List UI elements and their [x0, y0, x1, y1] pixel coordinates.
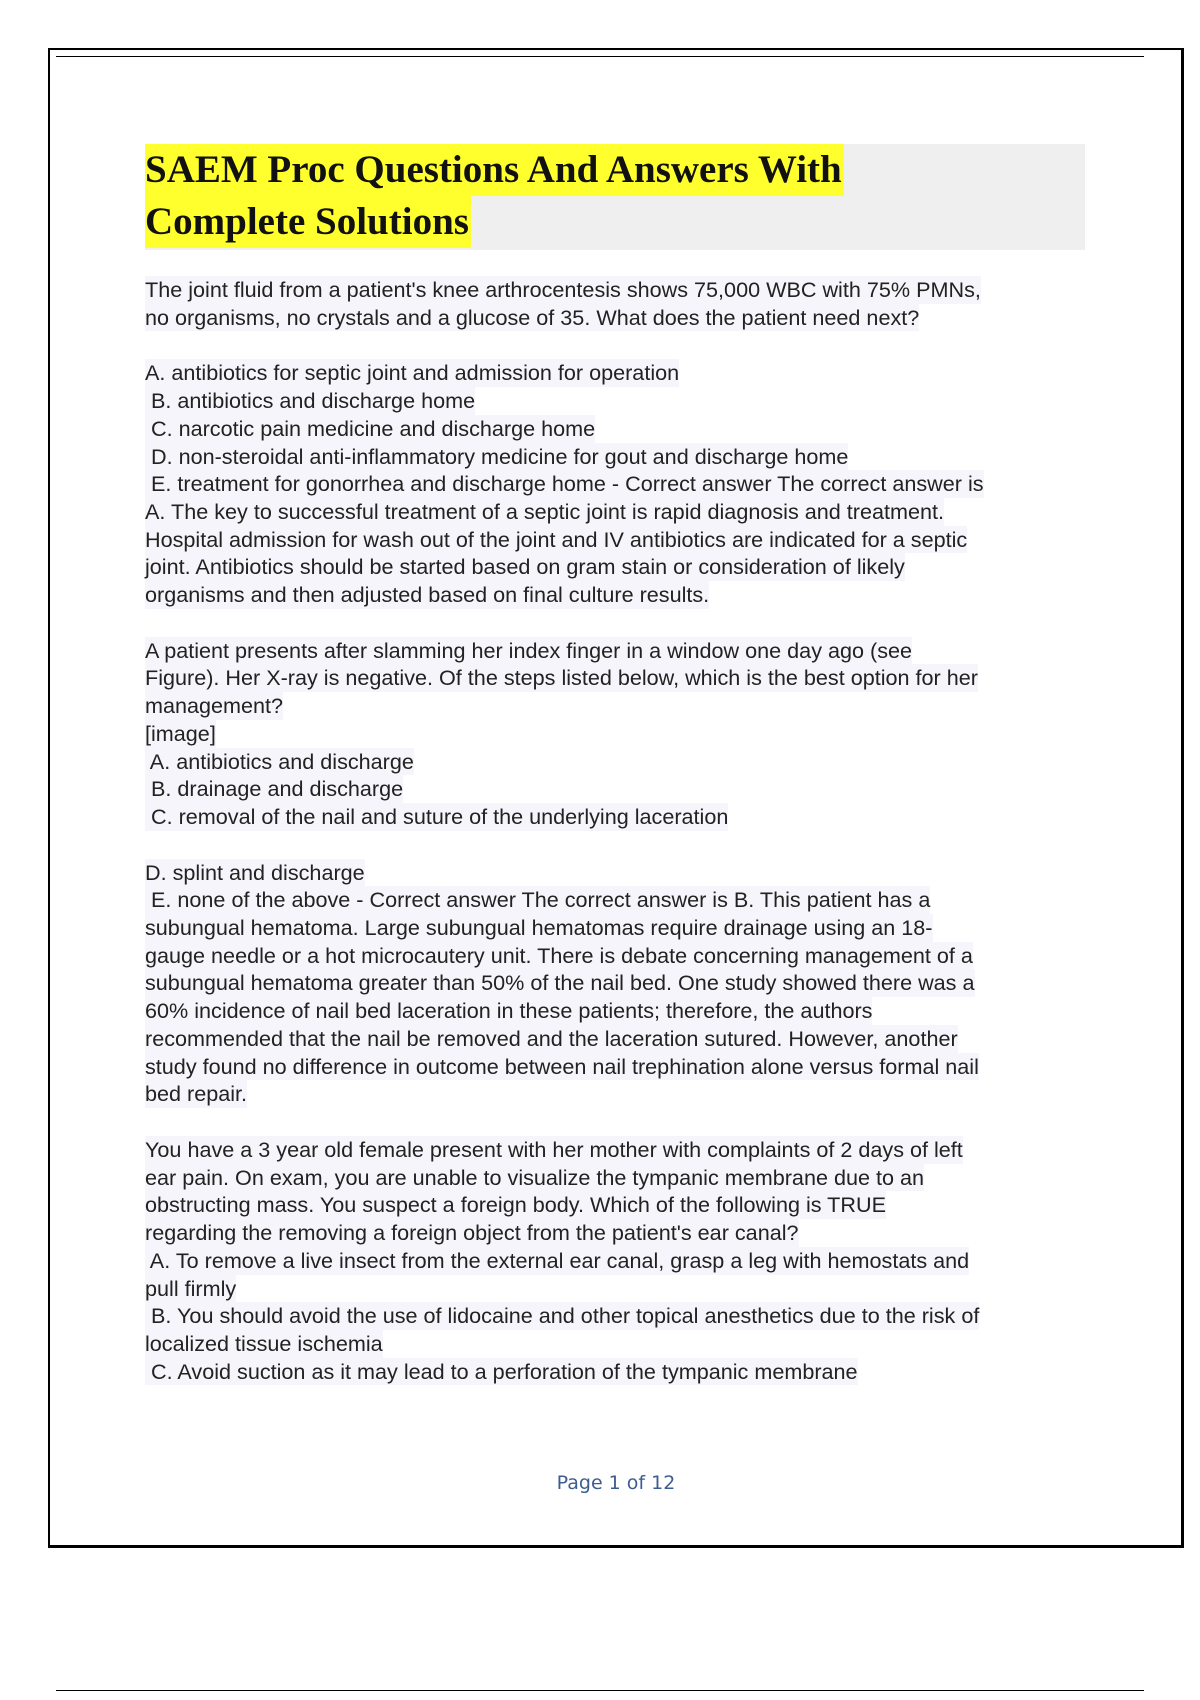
page-number: Page 1 of 12 — [556, 1472, 676, 1494]
text-line: localized tissue ischemia — [145, 1330, 383, 1356]
document-title-line-2: Complete Solutions — [145, 196, 471, 248]
text-line: A. antibiotics for septic joint and admission for operation — [145, 360, 680, 386]
text-line: organisms and then adjusted based on final culture results. — [145, 582, 710, 608]
text-line: Figure). Her X-ray is negative. Of the steps listed below, which is the best option for her — [145, 665, 978, 691]
document-body — [145, 276, 1085, 1385]
text-line: B. antibiotics and discharge home — [145, 388, 476, 414]
text-line: management? — [145, 693, 284, 719]
text-line: no organisms, no crystals and a glucose of 35. What does the patient need next? — [145, 304, 920, 330]
text-line: D. non-steroidal anti-inflammatory medicine for gout and discharge home — [145, 443, 849, 469]
text-line: B. drainage and discharge — [145, 776, 404, 802]
text-line: The joint fluid from a patient's knee arthrocentesis shows 75,000 WBC with 75% PMNs, — [145, 277, 981, 302]
paragraph-gap — [145, 831, 1085, 859]
text-line: subungual hematoma. Large subungual hematomas require drainage using an 18- — [145, 915, 933, 941]
text-line: joint. Antibiotics should be started based on gram stain or consideration of likely — [145, 554, 905, 580]
document-title-line-1: SAEM Proc Questions And Answers With — [145, 144, 844, 196]
text-line: C. narcotic pain medicine and discharge home — [145, 415, 596, 441]
text-line: 60% incidence of nail bed laceration in these patients; therefore, the authors — [145, 998, 873, 1024]
text-line: pull firmly — [145, 1275, 237, 1301]
text-line: subungual hematoma greater than 50% of the nail bed. One study showed there was a — [145, 970, 975, 996]
paragraph-gap — [145, 1108, 1085, 1136]
text-line: Hospital admission for wash out of the joint and IV antibiotics are indicated for a septic — [145, 526, 968, 552]
text-line: ear pain. On exam, you are unable to visualize the tympanic membrane due to an — [145, 1164, 925, 1190]
text-line: regarding the removing a foreign object from the patient's ear canal? — [145, 1220, 799, 1246]
title-block — [145, 144, 1085, 250]
paragraph-gap — [145, 331, 1085, 359]
text-line: recommended that the nail be removed and the laceration sutured. However, another — [145, 1025, 958, 1051]
text-line: D. splint and discharge — [145, 859, 365, 885]
paragraph-gap — [145, 609, 1085, 637]
text-line: B. You should avoid the use of lidocaine and other topical anesthetics due to the risk of — [145, 1303, 980, 1329]
text-line: obstructing mass. You suspect a foreign body. Which of the following is TRUE — [145, 1192, 886, 1218]
text-line: E. none of the above - Correct answer The correct answer is B. This patient has a — [145, 887, 931, 913]
text-line: A patient presents after slamming her index finger in a window one day ago (see — [145, 637, 913, 663]
text-line: You have a 3 year old female present with her mother with complaints of 2 days of left — [145, 1136, 963, 1162]
text-line: E. treatment for gonorrhea and discharge home - Correct answer The correct answer is — [145, 471, 984, 497]
text-line: [image] — [145, 720, 216, 746]
text-line: A. To remove a live insect from the external ear canal, grasp a leg with hemostats and — [145, 1247, 970, 1273]
text-line: C. removal of the nail and suture of the underlying laceration — [145, 803, 729, 829]
text-line: bed repair. — [145, 1081, 248, 1107]
text-line: A. antibiotics and discharge — [145, 748, 414, 774]
text-line: C. Avoid suction as it may lead to a perforation of the tympanic membrane — [145, 1358, 858, 1384]
footer-rule — [56, 1690, 1144, 1691]
text-line: gauge needle or a hot microcautery unit. There is debate concerning management of a — [145, 942, 973, 968]
text-line: study found no difference in outcome between nail trephination alone versus formal nail — [145, 1053, 979, 1079]
header-rule — [56, 56, 1144, 57]
text-line: A. The key to successful treatment of a septic joint is rapid diagnosis and treatment. — [145, 498, 944, 524]
